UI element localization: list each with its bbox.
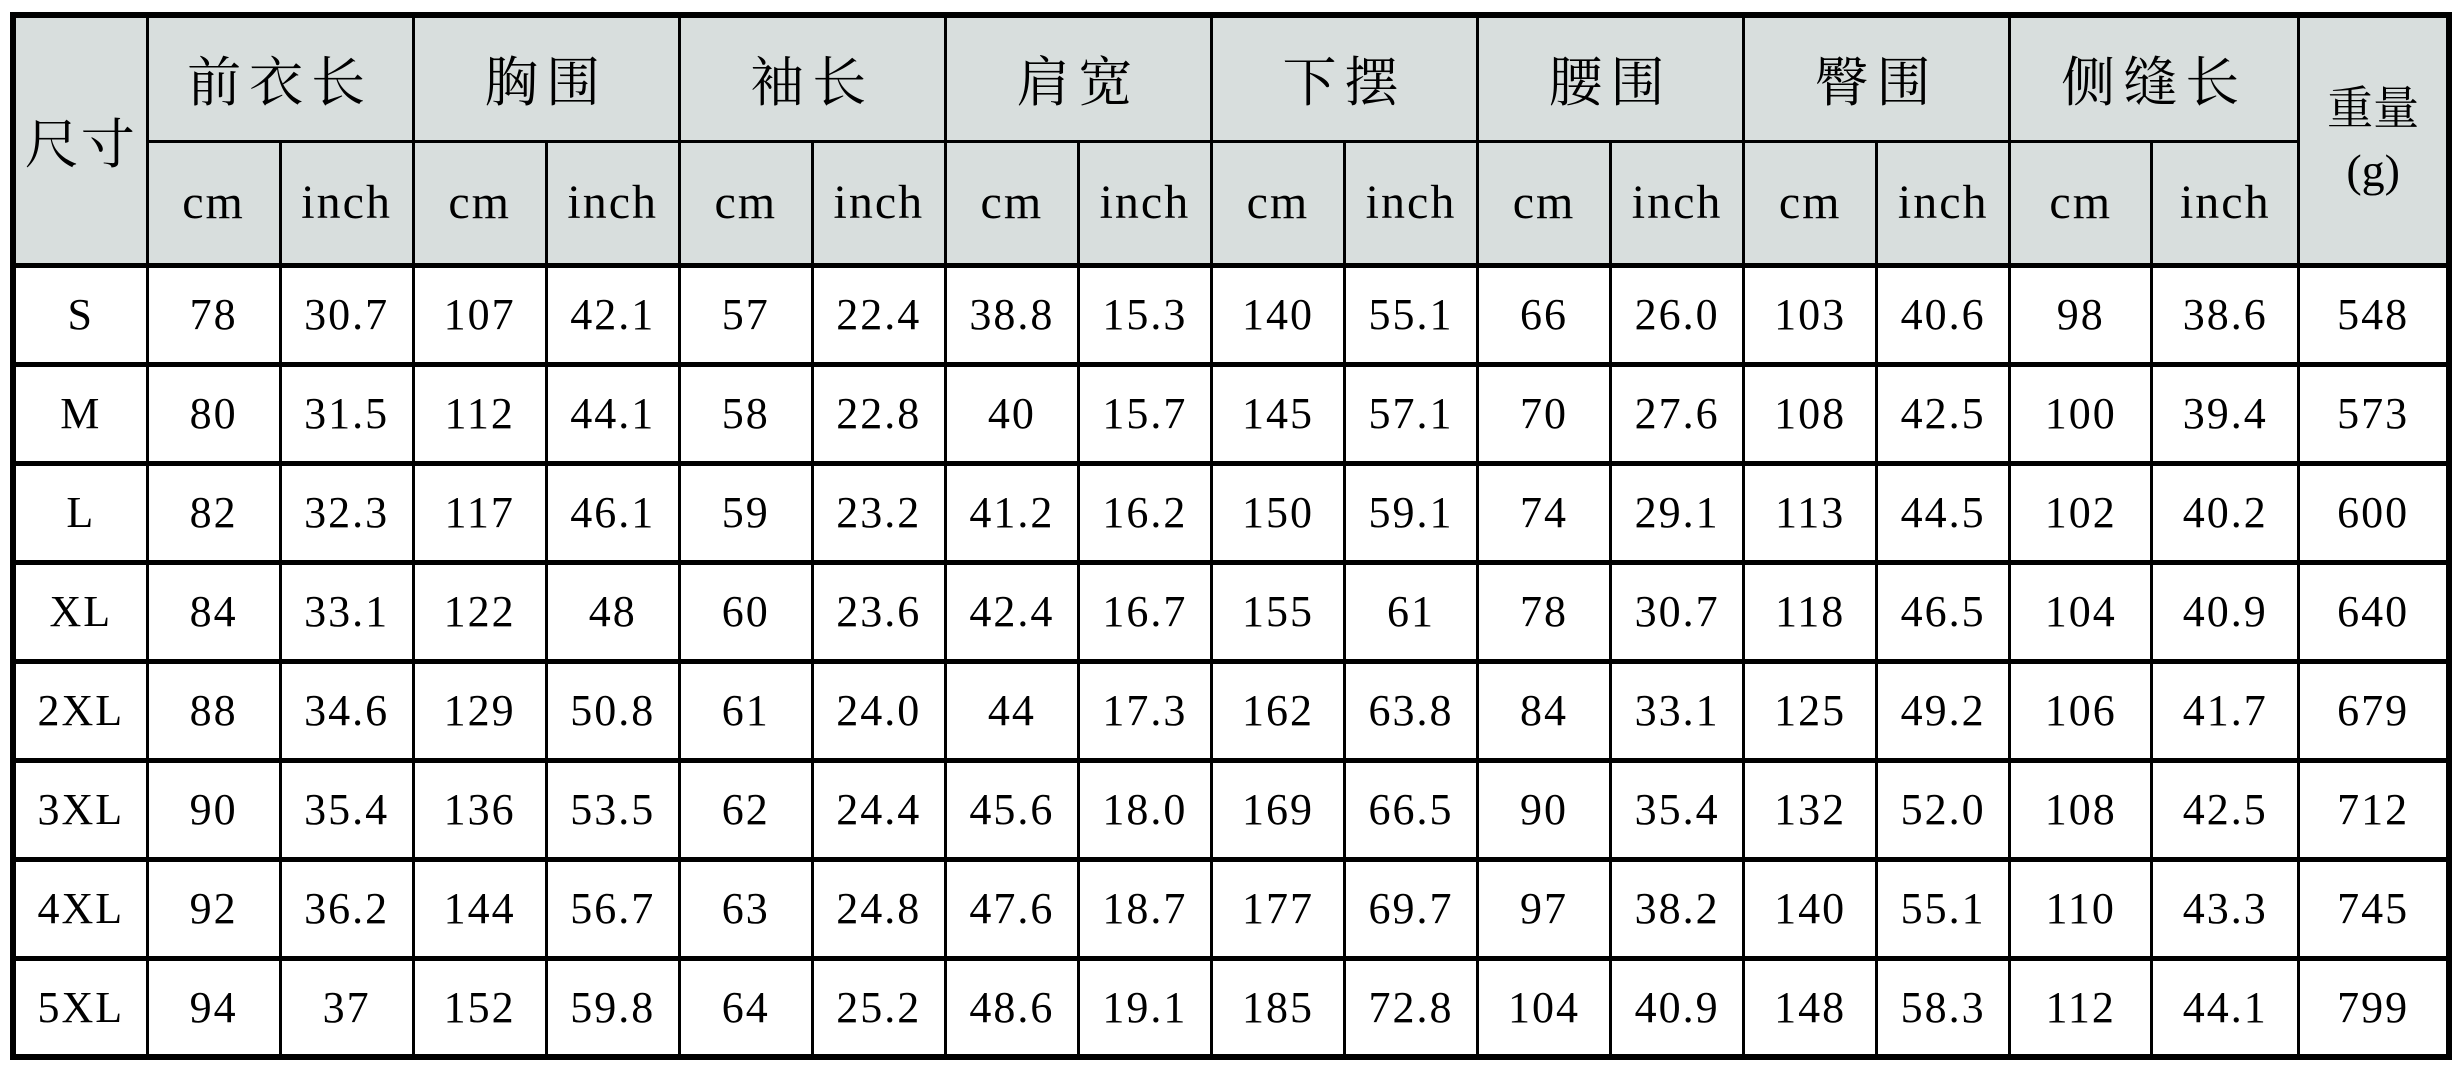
value-cell: 72.8: [1344, 958, 1477, 1057]
header-size: 尺寸: [13, 15, 147, 265]
value-cell: 62: [679, 760, 812, 859]
value-cell: 63.8: [1344, 661, 1477, 760]
value-cell: 59: [679, 463, 812, 562]
value-cell: 152: [413, 958, 546, 1057]
value-cell: 41.2: [945, 463, 1078, 562]
weight-cell: 799: [2299, 958, 2449, 1057]
value-cell: 49.2: [1877, 661, 2010, 760]
value-cell: 56.7: [546, 859, 679, 958]
header-weight-label: 重量: [2327, 83, 2420, 135]
value-cell: 38.6: [2152, 265, 2299, 364]
value-cell: 55.1: [1877, 859, 2010, 958]
value-cell: 36.2: [280, 859, 413, 958]
value-cell: 90: [1478, 760, 1611, 859]
size-cell: S: [13, 265, 147, 364]
value-cell: 84: [1478, 661, 1611, 760]
value-cell: 98: [2010, 265, 2152, 364]
value-cell: 37: [280, 958, 413, 1057]
value-cell: 106: [2010, 661, 2152, 760]
value-cell: 100: [2010, 364, 2152, 463]
value-cell: 132: [1744, 760, 1877, 859]
value-cell: 64: [679, 958, 812, 1057]
value-cell: 107: [413, 265, 546, 364]
value-cell: 25.2: [812, 958, 945, 1057]
value-cell: 38.2: [1611, 859, 1744, 958]
value-cell: 148: [1744, 958, 1877, 1057]
value-cell: 90: [147, 760, 280, 859]
value-cell: 17.3: [1078, 661, 1211, 760]
header-shoulder-width: 肩宽: [945, 15, 1211, 141]
value-cell: 80: [147, 364, 280, 463]
header-row-units: [13, 141, 2449, 265]
value-cell: 18.0: [1078, 760, 1211, 859]
value-cell: 108: [1744, 364, 1877, 463]
value-cell: 35.4: [280, 760, 413, 859]
value-cell: 129: [413, 661, 546, 760]
value-cell: 34.6: [280, 661, 413, 760]
table-body: [13, 265, 2449, 1057]
value-cell: 52.0: [1877, 760, 2010, 859]
value-cell: 40.6: [1877, 265, 2010, 364]
table-row: [13, 364, 2449, 463]
value-cell: 44.1: [546, 364, 679, 463]
value-cell: 66.5: [1344, 760, 1477, 859]
size-cell: 3XL: [13, 760, 147, 859]
value-cell: 29.1: [1611, 463, 1744, 562]
value-cell: 117: [413, 463, 546, 562]
unit-inch-header: inch: [546, 141, 679, 265]
value-cell: 150: [1211, 463, 1344, 562]
value-cell: 24.4: [812, 760, 945, 859]
value-cell: 144: [413, 859, 546, 958]
value-cell: 33.1: [280, 562, 413, 661]
value-cell: 32.3: [280, 463, 413, 562]
unit-cm-header: cm: [679, 141, 812, 265]
value-cell: 122: [413, 562, 546, 661]
header-sleeve-length: 袖长: [679, 15, 945, 141]
value-cell: 42.5: [2152, 760, 2299, 859]
value-cell: 70: [1478, 364, 1611, 463]
weight-cell: 573: [2299, 364, 2449, 463]
table-row: [13, 265, 2449, 364]
value-cell: 44.1: [2152, 958, 2299, 1057]
value-cell: 112: [413, 364, 546, 463]
value-cell: 82: [147, 463, 280, 562]
value-cell: 33.1: [1611, 661, 1744, 760]
weight-cell: 712: [2299, 760, 2449, 859]
value-cell: 58.3: [1877, 958, 2010, 1057]
value-cell: 112: [2010, 958, 2152, 1057]
value-cell: 30.7: [1611, 562, 1744, 661]
value-cell: 104: [2010, 562, 2152, 661]
header-front-length: 前衣长: [147, 15, 413, 141]
value-cell: 145: [1211, 364, 1344, 463]
value-cell: 60: [679, 562, 812, 661]
value-cell: 46.5: [1877, 562, 2010, 661]
value-cell: 48.6: [945, 958, 1078, 1057]
value-cell: 162: [1211, 661, 1344, 760]
header-chest: 胸围: [413, 15, 679, 141]
value-cell: 42.5: [1877, 364, 2010, 463]
unit-cm-header: cm: [945, 141, 1078, 265]
value-cell: 74: [1478, 463, 1611, 562]
value-cell: 40: [945, 364, 1078, 463]
unit-inch-header: inch: [812, 141, 945, 265]
value-cell: 78: [1478, 562, 1611, 661]
header-weight: [2299, 15, 2449, 265]
value-cell: 59.8: [546, 958, 679, 1057]
value-cell: 169: [1211, 760, 1344, 859]
value-cell: 22.8: [812, 364, 945, 463]
value-cell: 102: [2010, 463, 2152, 562]
value-cell: 26.0: [1611, 265, 1744, 364]
value-cell: 57.1: [1344, 364, 1477, 463]
value-cell: 136: [413, 760, 546, 859]
table-row: [13, 859, 2449, 958]
size-cell: XL: [13, 562, 147, 661]
value-cell: 44: [945, 661, 1078, 760]
unit-cm-header: cm: [147, 141, 280, 265]
value-cell: 43.3: [2152, 859, 2299, 958]
value-cell: 38.8: [945, 265, 1078, 364]
value-cell: 30.7: [280, 265, 413, 364]
unit-cm-header: cm: [1478, 141, 1611, 265]
value-cell: 92: [147, 859, 280, 958]
unit-inch-header: inch: [2152, 141, 2299, 265]
value-cell: 45.6: [945, 760, 1078, 859]
value-cell: 104: [1478, 958, 1611, 1057]
value-cell: 24.0: [812, 661, 945, 760]
value-cell: 35.4: [1611, 760, 1744, 859]
value-cell: 63: [679, 859, 812, 958]
value-cell: 61: [1344, 562, 1477, 661]
value-cell: 41.7: [2152, 661, 2299, 760]
weight-cell: 679: [2299, 661, 2449, 760]
value-cell: 59.1: [1344, 463, 1477, 562]
value-cell: 48: [546, 562, 679, 661]
value-cell: 125: [1744, 661, 1877, 760]
value-cell: 140: [1744, 859, 1877, 958]
value-cell: 40.9: [2152, 562, 2299, 661]
value-cell: 88: [147, 661, 280, 760]
unit-cm-header: cm: [1211, 141, 1344, 265]
value-cell: 42.1: [546, 265, 679, 364]
unit-inch-header: inch: [1344, 141, 1477, 265]
value-cell: 40.9: [1611, 958, 1744, 1057]
value-cell: 78: [147, 265, 280, 364]
value-cell: 103: [1744, 265, 1877, 364]
header-weight-unit: (g): [2346, 145, 2400, 197]
value-cell: 185: [1211, 958, 1344, 1057]
table-header: [13, 15, 2449, 265]
value-cell: 24.8: [812, 859, 945, 958]
value-cell: 113: [1744, 463, 1877, 562]
table-row: [13, 760, 2449, 859]
weight-cell: 640: [2299, 562, 2449, 661]
value-cell: 177: [1211, 859, 1344, 958]
size-cell: L: [13, 463, 147, 562]
value-cell: 47.6: [945, 859, 1078, 958]
value-cell: 22.4: [812, 265, 945, 364]
value-cell: 84: [147, 562, 280, 661]
header-hip: 臀围: [1744, 15, 2010, 141]
header-hem: 下摆: [1211, 15, 1477, 141]
size-cell: 2XL: [13, 661, 147, 760]
header-row-main: [13, 15, 2449, 141]
unit-inch-header: inch: [280, 141, 413, 265]
value-cell: 15.3: [1078, 265, 1211, 364]
value-cell: 66: [1478, 265, 1611, 364]
value-cell: 140: [1211, 265, 1344, 364]
table-row: [13, 463, 2449, 562]
table-row: [13, 562, 2449, 661]
value-cell: 61: [679, 661, 812, 760]
value-cell: 23.6: [812, 562, 945, 661]
value-cell: 18.7: [1078, 859, 1211, 958]
unit-cm-header: cm: [413, 141, 546, 265]
value-cell: 19.1: [1078, 958, 1211, 1057]
value-cell: 58: [679, 364, 812, 463]
value-cell: 46.1: [546, 463, 679, 562]
value-cell: 155: [1211, 562, 1344, 661]
table-row: [13, 958, 2449, 1057]
value-cell: 118: [1744, 562, 1877, 661]
value-cell: 23.2: [812, 463, 945, 562]
value-cell: 69.7: [1344, 859, 1477, 958]
value-cell: 40.2: [2152, 463, 2299, 562]
value-cell: 97: [1478, 859, 1611, 958]
unit-inch-header: inch: [1078, 141, 1211, 265]
value-cell: 57: [679, 265, 812, 364]
size-cell: 4XL: [13, 859, 147, 958]
weight-cell: 600: [2299, 463, 2449, 562]
value-cell: 55.1: [1344, 265, 1477, 364]
table-row: [13, 661, 2449, 760]
unit-inch-header: inch: [1877, 141, 2010, 265]
weight-cell: 548: [2299, 265, 2449, 364]
value-cell: 42.4: [945, 562, 1078, 661]
unit-inch-header: inch: [1611, 141, 1744, 265]
value-cell: 27.6: [1611, 364, 1744, 463]
value-cell: 15.7: [1078, 364, 1211, 463]
value-cell: 110: [2010, 859, 2152, 958]
size-cell: M: [13, 364, 147, 463]
value-cell: 108: [2010, 760, 2152, 859]
header-side-seam: 侧缝长: [2010, 15, 2299, 141]
value-cell: 53.5: [546, 760, 679, 859]
value-cell: 94: [147, 958, 280, 1057]
value-cell: 50.8: [546, 661, 679, 760]
weight-cell: 745: [2299, 859, 2449, 958]
value-cell: 44.5: [1877, 463, 2010, 562]
value-cell: 16.7: [1078, 562, 1211, 661]
header-waist: 腰围: [1478, 15, 1744, 141]
unit-cm-header: cm: [1744, 141, 1877, 265]
size-chart-table: [10, 12, 2452, 1060]
value-cell: 31.5: [280, 364, 413, 463]
unit-cm-header: cm: [2010, 141, 2152, 265]
value-cell: 39.4: [2152, 364, 2299, 463]
size-cell: 5XL: [13, 958, 147, 1057]
value-cell: 16.2: [1078, 463, 1211, 562]
